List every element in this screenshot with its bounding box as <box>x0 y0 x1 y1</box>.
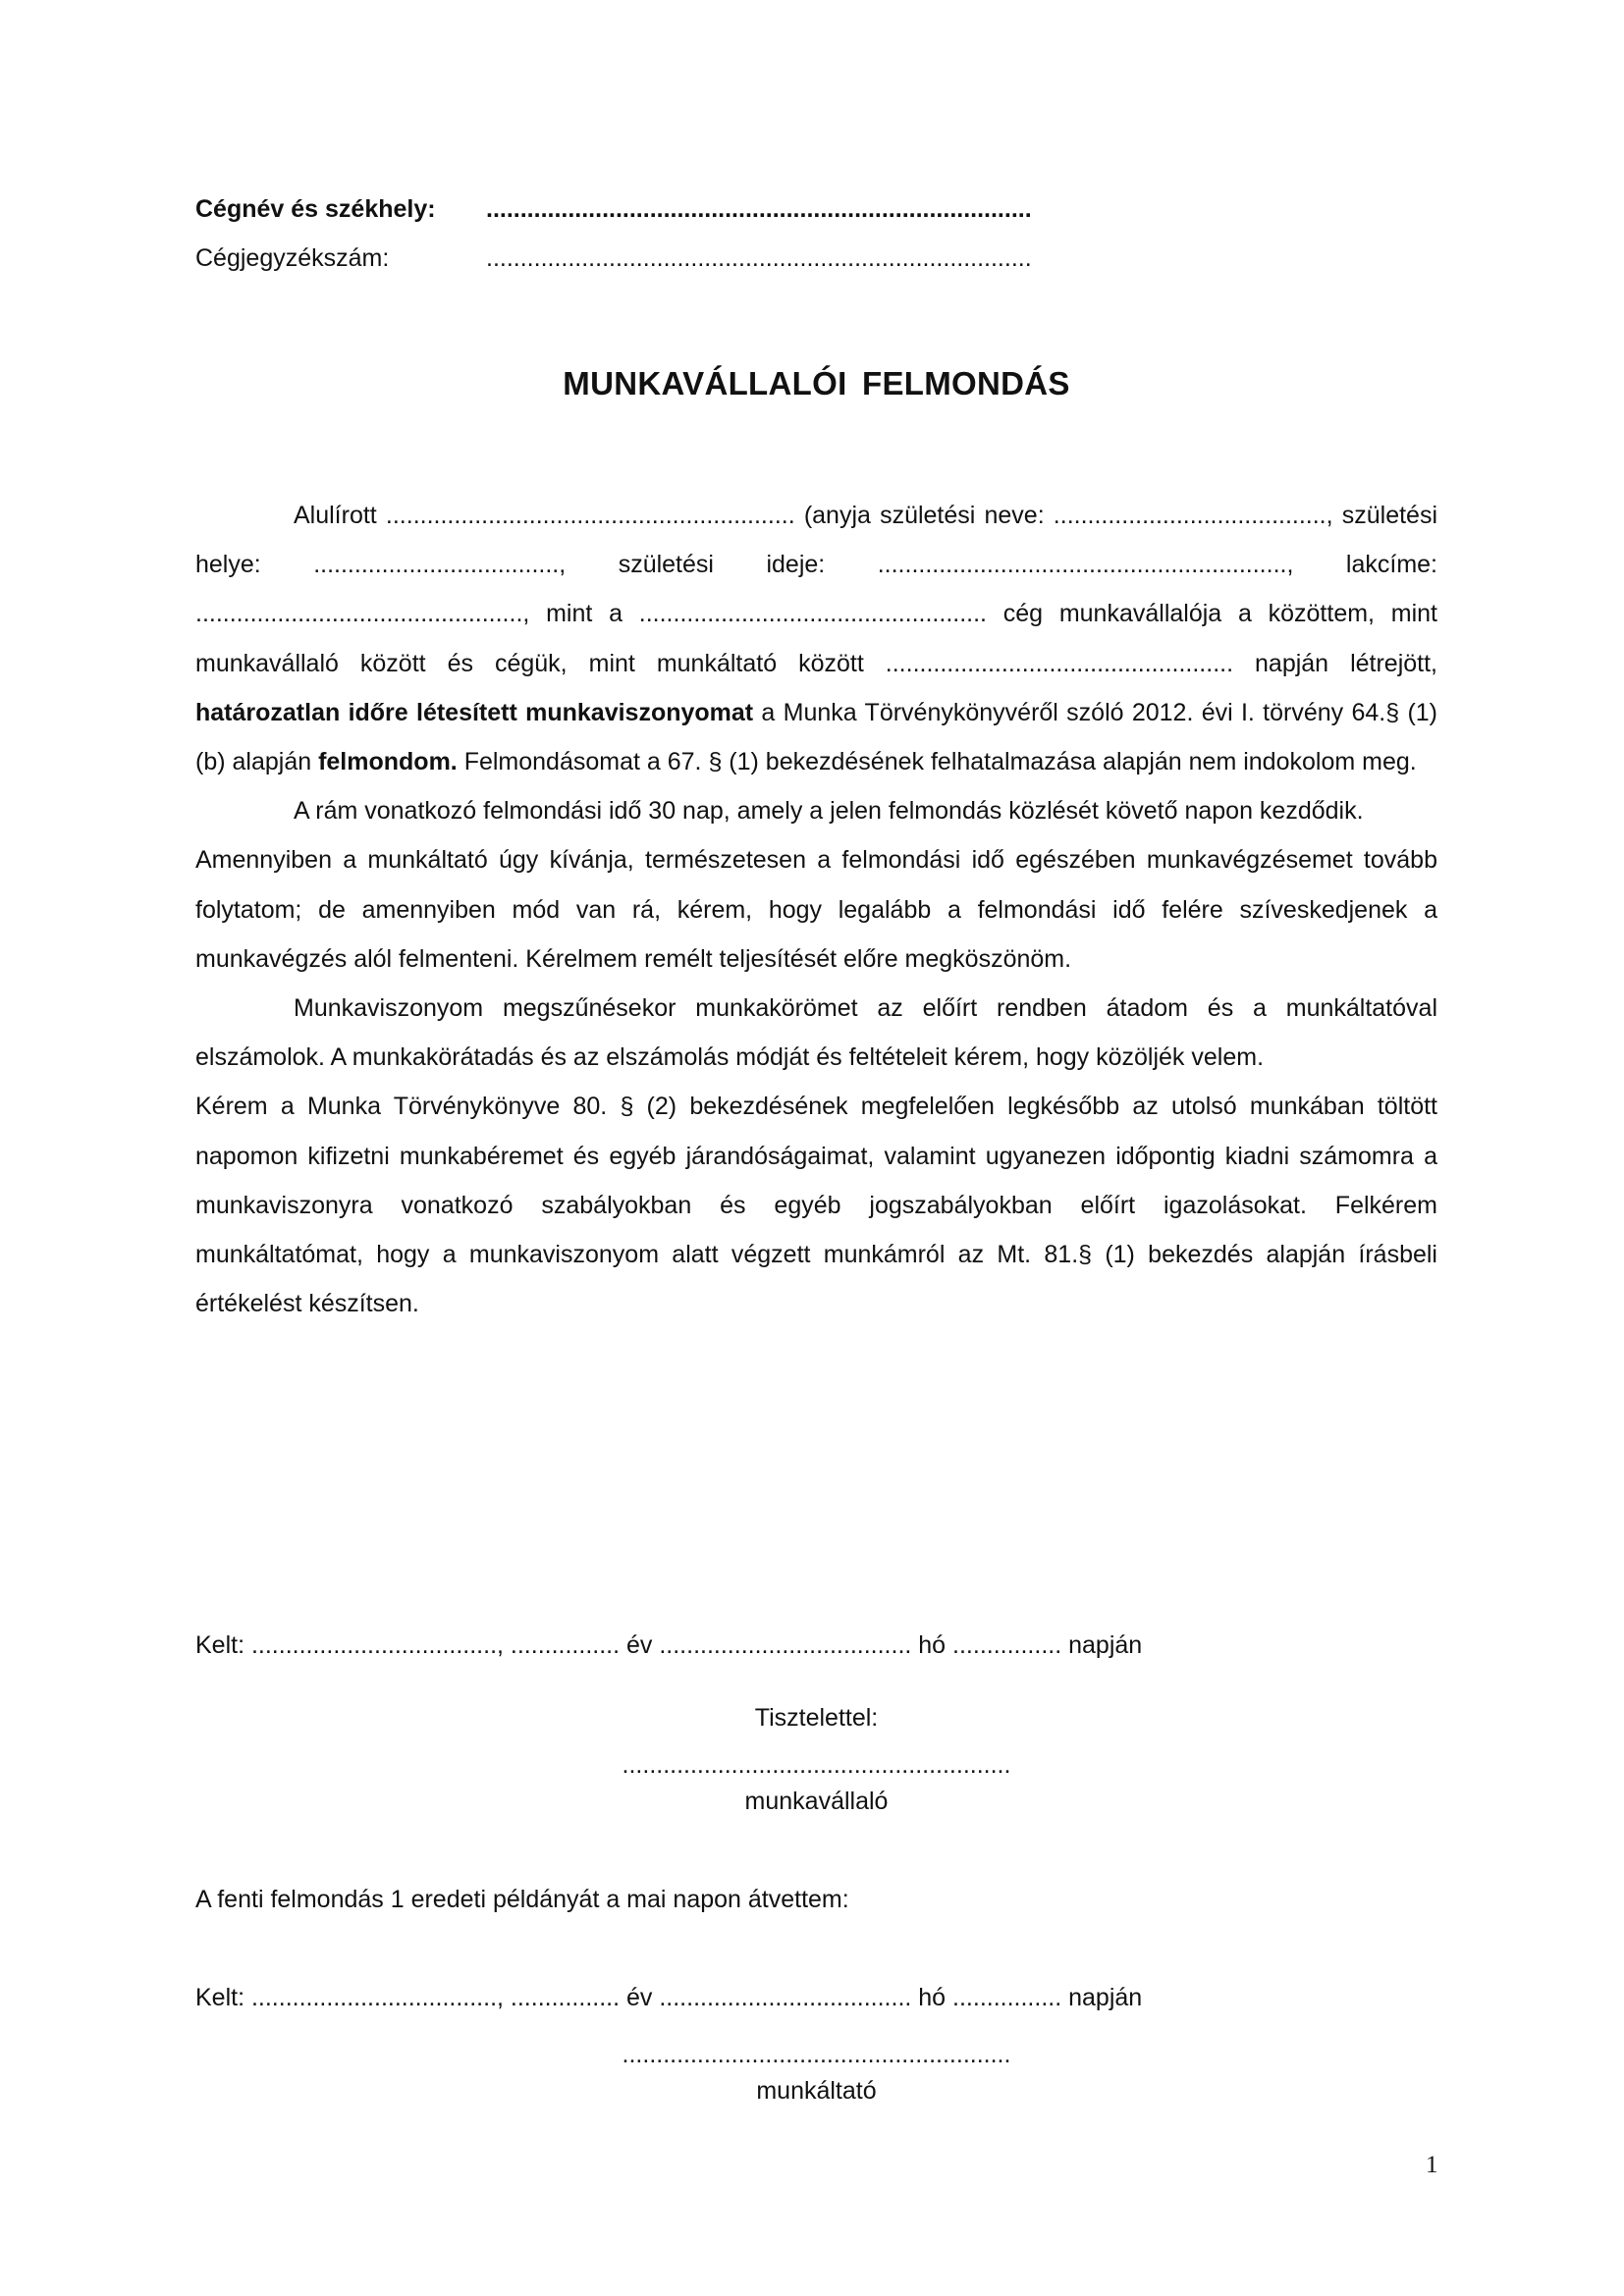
date-line-employee: Kelt: ...................................., ................ év ..................................... hó ................ napján <box>195 1631 1143 1659</box>
signature-line-employee: ......................................................... <box>622 1751 1011 1779</box>
document-body <box>195 491 1437 1328</box>
company-value: ................................................................................ <box>486 195 1032 223</box>
signer-employee: munkavállaló <box>744 1788 889 1815</box>
document-title: MUNKAVÁLLALÓI FELMONDÁS <box>563 365 1070 401</box>
regno-label: Cégjegyzékszám: <box>195 244 390 272</box>
company-header <box>195 194 1437 293</box>
page-number: 1 <box>1426 2152 1438 2178</box>
p1-bold-2: felmondom. <box>318 748 458 776</box>
signer-employer: munkáltató <box>756 2077 877 2105</box>
p1-text-2: a Munka Törvénykönyvéről szóló 2012. évi I. törvény 64.§ (1) (b) alapján <box>195 698 1437 776</box>
p1-text-1: Alulírott ............................................................ (anyja születési neve: ........................................, születési helye: ...................................., születési ideje: ............................................................, lakcíme: ................................................, mint a ................................................... cég munkavállalója a közöttem, mint munkavállaló között és cégük, mint munkáltató között ................................................... napján létrejött, <box>195 502 1437 677</box>
signature-line-employer: ......................................................... <box>622 2041 1011 2068</box>
p1-text-3: Felmondásomat a 67. § (1) bekezdésének felhatalmazása alapján nem indokolom meg. <box>457 748 1417 776</box>
company-row <box>195 194 1437 224</box>
regno-row <box>195 243 1437 273</box>
paragraph-resignation <box>195 491 1437 786</box>
paragraph-notice-period: A rám vonatkozó felmondási idő 30 nap, amely a jelen felmondás közlését követő napon kezdődik. <box>294 797 1364 826</box>
paragraph-exemption: Amennyiben a munkáltató úgy kívánja, természetesen a felmondási idő egészében munkavégzésemet tovább folytatom; de amennyiben mód van rá, kérem, hogy legalább a felmondási idő felére szíveskedjenek a munkavégzés alól felmenteni. Kérelmem remélt teljesítését előre megköszönöm. <box>195 846 1437 973</box>
paragraph-handover: Munkaviszonyom megszűnésekor munkakörömet az előírt rendben átadom és a munkáltatóval elszámolok. A munkakörátadás és az elszámolás módját és feltételeit kérem, hogy közöljék velem. <box>195 994 1437 1072</box>
document-page <box>195 0 1437 2296</box>
paragraph-payment: Kérem a Munka Törvénykönyve 80. § (2) bekezdésének megfelelően legkésőbb az utolsó munkában töltött napomon kifizetni munkabéremet és egyéb járandóságaimat, valamint ugyanezen időpontig kiadni számomra a munkaviszonyra vonatkozó szabályokban és egyéb jogszabályokban előírt igazolásokat. Felkérem munkáltatómat, hogy a munkaviszonyom alatt végzett munkámról az Mt. 81.§ (1) bekezdés alapján írásbeli értékelést készítsen. <box>195 1093 1437 1318</box>
p1-bold-1: határozatlan időre létesített munkaviszonyomat <box>195 698 754 726</box>
regno-value: ................................................................................ <box>486 244 1032 272</box>
closing-salutation: Tisztelettel: <box>754 1704 879 1732</box>
company-label: Cégnév és székhely: <box>195 195 436 223</box>
receipt-statement: A fenti felmondás 1 eredeti példányát a mai napon átvettem: <box>195 1886 849 1913</box>
date-line-employer: Kelt: ...................................., ................ év ..................................... hó ................ napján <box>195 1984 1143 2011</box>
